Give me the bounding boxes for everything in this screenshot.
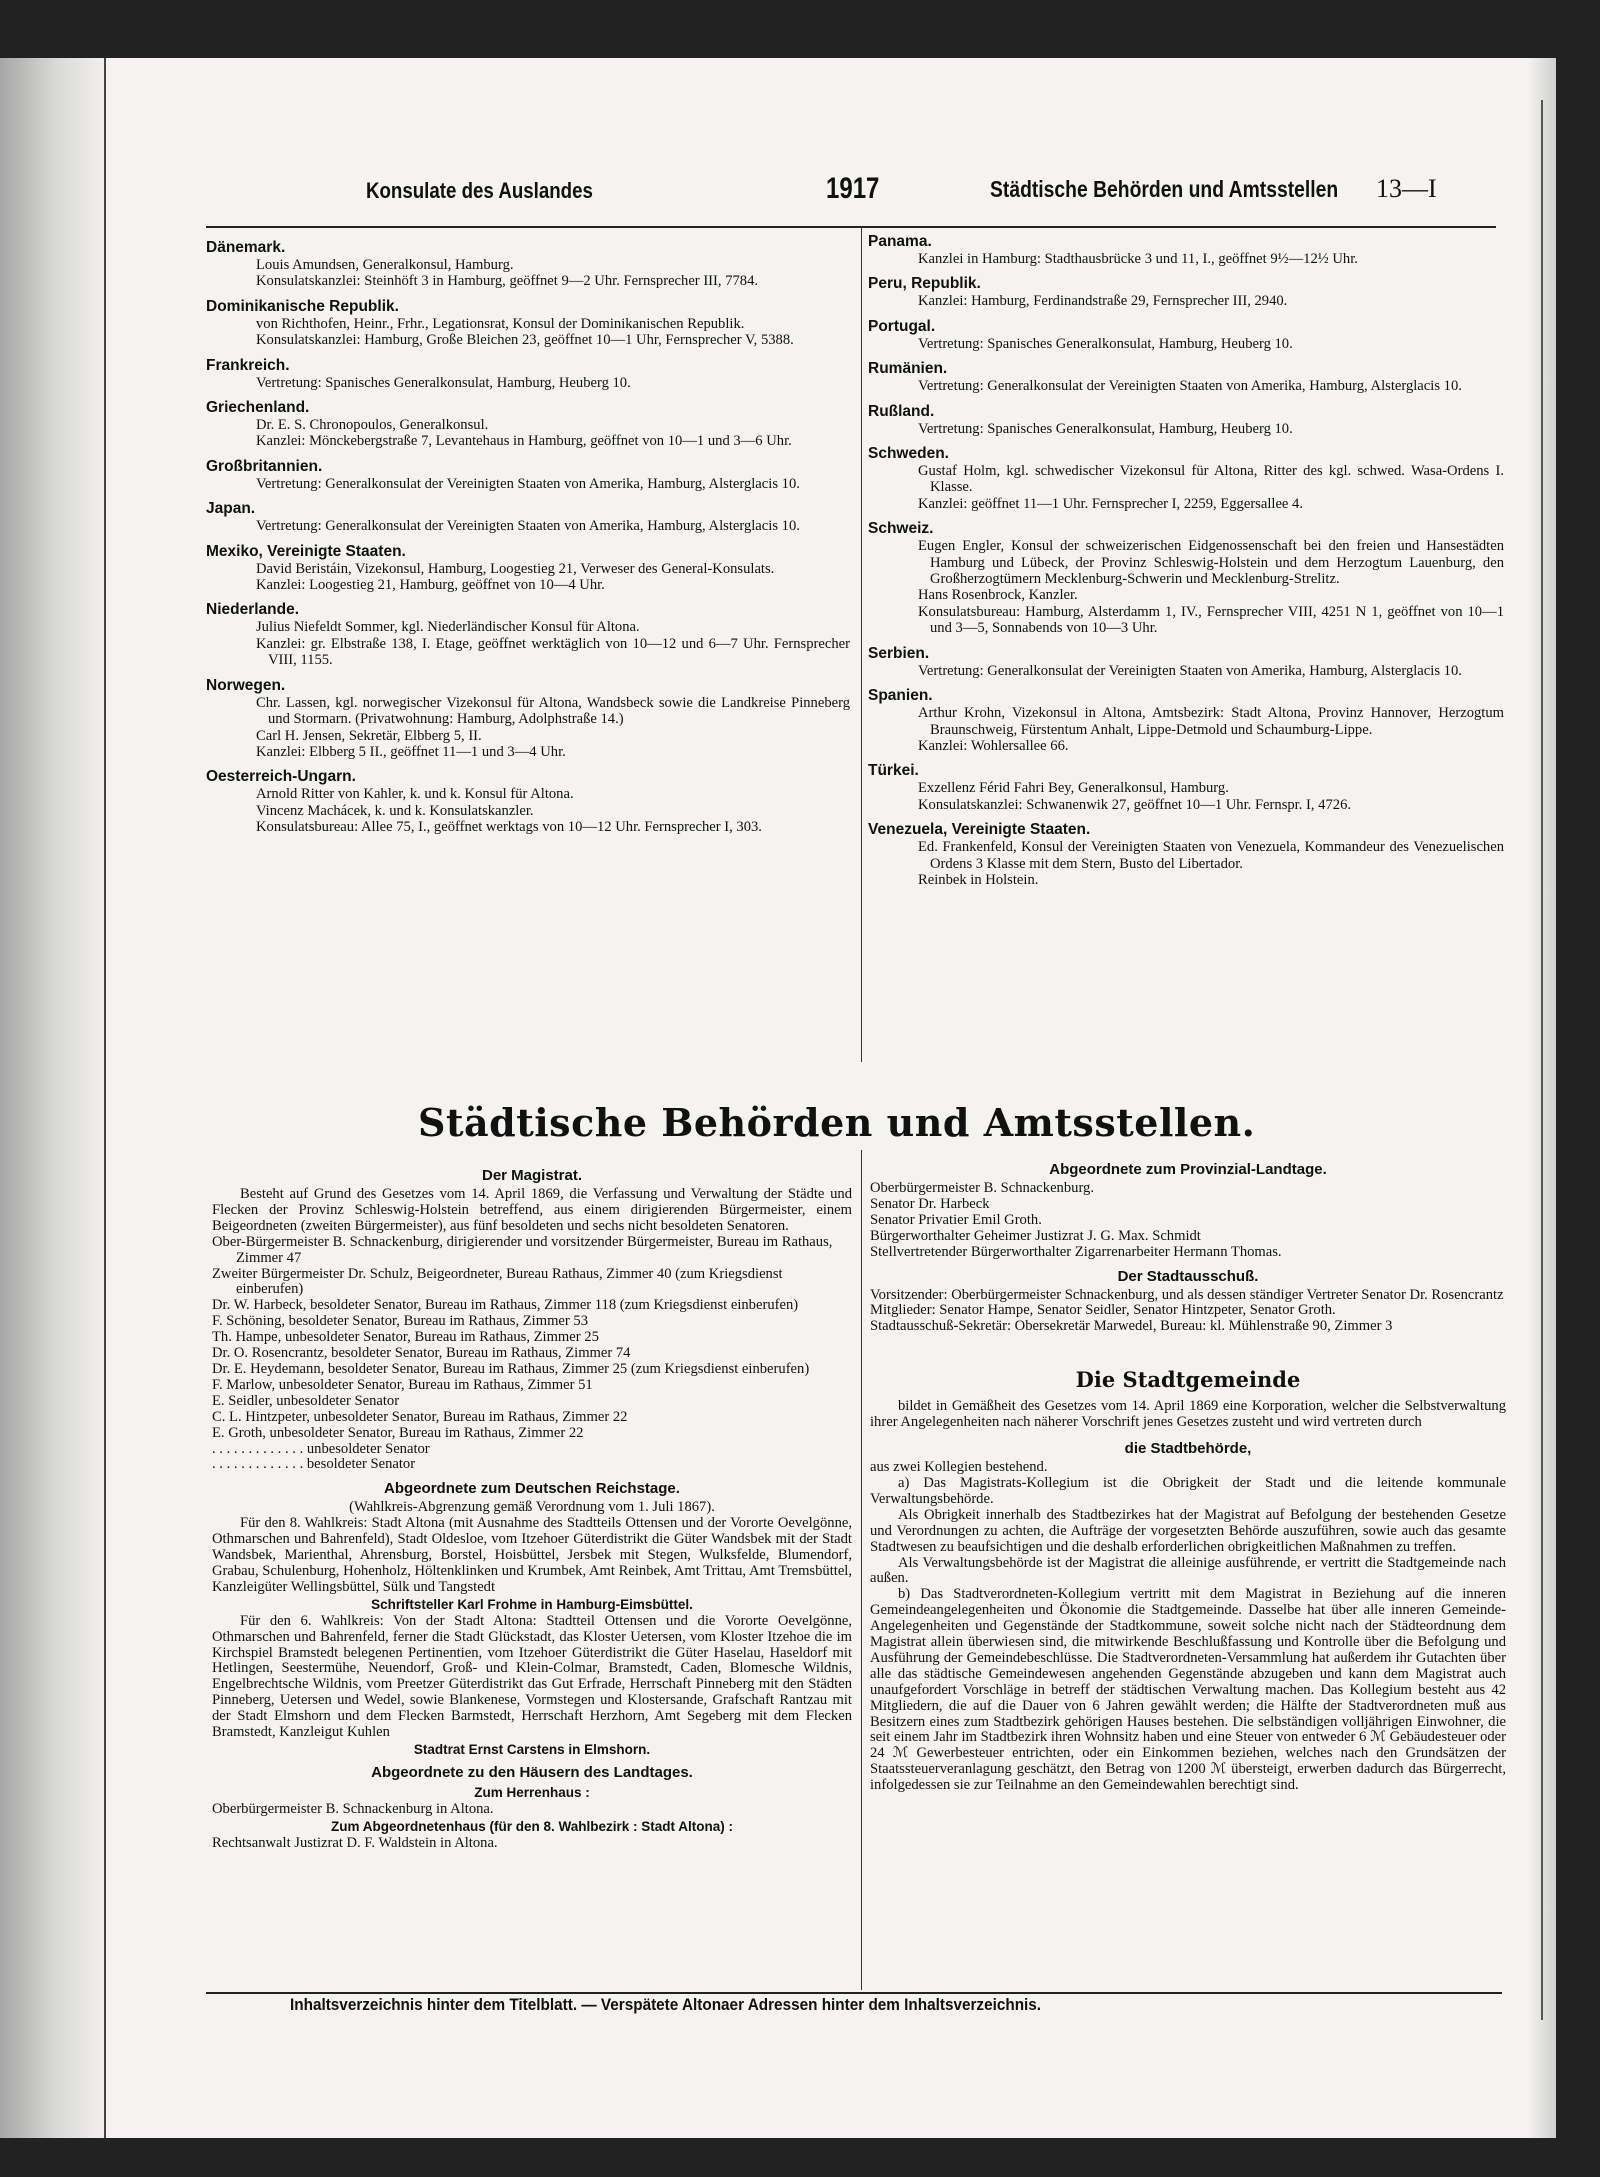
consulate-entry xyxy=(868,359,1504,394)
stadtverordneten-kollegium-text: b) Das Stadtverordneten-Kollegium vertritt mit dem Magistrat in Beziehung auf die inneren Gemeindeangelegenheiten und Ökonomie die Stadtgemeinde. Dasselbe hat über alle inneren Gemeinde-Angelegenheiten und Gegenstände der Stadtkommune, soweit solche nicht nach der Städteordnung dem Magistrat allein überwiesen sind, die mitwirkende Beschlußfassung und Kontrolle über die Befolgung und Ausführung der Gemeindebeschlüsse. Die Stadtverordneten-Versammlung hat außerdem ihr Gutachten über alle das städtische Gemeindewesen angehenden Gegenstände abzugeben und kann dem Magistrat auch unaufgefordert Vorschläge in betreff der städtischen Verwaltung machen. Das Kollegium besteht aus 42 Mitgliedern, die auf die Dauer von 6 Jahren gewählt werden; die Hälfte der Stadtverordneten muß aus Besitzern eines zum Stadtbezirk gehörigen Hauses bestehen. Die selbständigen volljährigen Einwohner, die seit einem Jahr im Stadtbezirk ihren Wohnsitz haben und eine Steuer von entweder 6 ℳ Gebäudesteuer oder 24 ℳ Gewerbesteuer entrichten, oder ein Einkommen beziehen, welches nach den Grundsätzen der Staatssteuerveranlagung geschätzt, den Betrag von 1200 ℳ übersteigt, erwerben dadurch das Bürgerrecht, infolgedessen sie zur Teilnahme an den Gemeindewahlen berechtigt sind. xyxy=(870,1586,1506,1794)
consulate-entry xyxy=(868,317,1504,352)
stadtausschuss-member: Stadtausschuß-Sekretär: Obersekretär Marwedel, Bureau: kl. Mühlenstraße 90, Zimmer 3 xyxy=(870,1318,1393,1335)
reichstag-heading: Abgeordnete zum Deutschen Reichstage. xyxy=(384,1480,680,1498)
binding-fold-line xyxy=(104,58,106,2138)
country-name: Dänemark. xyxy=(206,239,286,256)
consulate-entry xyxy=(206,457,850,492)
consulate-entry xyxy=(206,767,850,835)
wahlkreis-6-text: Für den 6. Wahlkreis: Von der Stadt Altona: Stadtteil Ottensen und die Vororte Oevelgönne, Othmarschen und Bahrenfeld, ferner die Stadt Glückstadt, das Kloster Uetersen, vom Kloster Itzehoe die im Kirchspiel Bramstedt belegenen Pertinentien, vom Itzehoer Güterdistrikt die Güter Haselau, Haseldorf mit Hetlingen, Seestermühe, Neuendorf, Groß- und Klein-Colmar, Bramstedt, Caden, Blomesche Wildnis, Engelbrechtsche Wildnis, vom Preetzer Güterdistrikt das Gut Erfrade, Herrschaft Pinneberg mit den Städten Pinneberg, Uetersen und Wedel, sowie Blankenese, Vormstegen und Klostersande, Grafschaft Rantzau mit der Stadt Elmshorn und dem Flecken Barmstedt, Herrschaft Herzhorn, Amt Segeberg mit dem Flecken Bramstedt, Kanzleigut Kuhlen xyxy=(212,1612,852,1741)
wahlkreis-6-member: Stadtrat Ernst Carstens in Elmshorn. xyxy=(413,1742,651,1757)
consulate-detail: Kanzlei in Hamburg: Stadthausbrücke 3 und 11, I., geöffnet 9½—12½ Uhr. xyxy=(918,251,1358,267)
magistrat-member: F. Marlow, unbesoldeter Senator, Bureau im Rathaus, Zimmer 51 xyxy=(212,1376,593,1393)
consulate-entry xyxy=(868,820,1504,888)
herrenhaus-label: Zum Herrenhaus : xyxy=(474,1785,590,1800)
wahlkreis-8-member: Schriftsteller Karl Frohme in Hamburg-Eimsbüttel. xyxy=(371,1596,693,1612)
country-name: Oesterreich-Ungarn. xyxy=(206,768,356,786)
consulate-detail: Reinbek in Holstein. xyxy=(918,871,1039,888)
consulate-detail: Arthur Krohn, Vizekonsul in Altona, Amtsbezirk: Stadt Altona, Provinz Hannover, Herzogtum Braunschweig, Fürstentum Anhalt, Lippe-Detmold und Schaumburg-Lippe. xyxy=(918,705,1504,738)
page-edge-line xyxy=(1541,100,1543,2020)
country-name: Dominikanische Republik. xyxy=(206,297,399,315)
consulate-entry xyxy=(868,761,1504,813)
abgeordnetenhaus-member: Rechtsanwalt Justizrat D. F. Waldstein in Altona. xyxy=(212,1834,498,1851)
consulate-detail: Kanzlei: Wohlersallee 66. xyxy=(918,737,1069,754)
consulate-entry xyxy=(868,519,1504,636)
country-name: Türkei. xyxy=(868,762,919,780)
consulate-detail: Vertretung: Spanisches Generalkonsulat, Hamburg, Heuberg 10. xyxy=(918,335,1293,352)
consulate-detail: Kanzlei: gr. Elbstraße 138, I. Etage, geöffnet werktäglich von 10—12 und 6—7 Uhr. Fernsprecher VIII, 1155. xyxy=(256,635,850,669)
consulate-detail: Eugen Engler, Konsul der schweizerischen Eidgenossenschaft bei den freien und Hansestädten Hamburg und Lübeck, der Provinz Schleswig-Holstein und dem Herzogtum Lauenburg, den Großherzogtümern Mecklenburg-Schwerin und Mecklenburg-Strelitz. xyxy=(918,538,1504,588)
country-name: Frankreich. xyxy=(206,356,290,374)
consulate-detail: Vertretung: Spanisches Generalkonsulat, Hamburg, Heuberg 10. xyxy=(256,374,631,391)
consulate-entry xyxy=(868,644,1504,679)
country-name: Venezuela, Vereinigte Staaten. xyxy=(868,821,1091,839)
reichstag-subheading: (Wahlkreis-Abgrenzung gemäß Verordnung vom 1. Juli 1867). xyxy=(349,1499,715,1516)
column-divider-bottom xyxy=(861,1150,862,1990)
consulate-detail: Konsulatskanzlei: Schwanenwik 27, geöffnet 10—1 Uhr. Fernspr. I, 4726. xyxy=(918,796,1352,813)
consulate-entry xyxy=(868,232,1504,267)
provinzial-member: Stellvertretender Bürgerworthalter Zigarrenarbeiter Hermann Thomas. xyxy=(870,1243,1282,1260)
country-name: Großbritannien. xyxy=(206,457,323,475)
provinzial-members xyxy=(870,1181,1506,1261)
country-name: Norwegen. xyxy=(206,676,286,694)
consulate-detail: Vertretung: Generalkonsulat der Vereinigten Staaten von Amerika, Hamburg, Alsterglacis 10. xyxy=(256,518,800,535)
stadtbehoerde-text: aus zwei Kollegien bestehend. xyxy=(870,1459,1048,1476)
verwaltungsbehoerde-text: Als Verwaltungsbehörde ist der Magistrat die alleinige ausführende, er vertritt die Stadtgemeinde nach außen. xyxy=(870,1554,1506,1587)
consulate-entry xyxy=(868,402,1504,437)
magistrat-member: C. L. Hintzpeter, unbesoldeter Senator, Bureau im Rathaus, Zimmer 22 xyxy=(212,1408,628,1425)
consulates-left-column xyxy=(206,238,850,843)
provinzial-member: Senator Privatier Emil Groth. xyxy=(870,1211,1042,1228)
country-name: Japan. xyxy=(206,500,256,518)
magistrat-member: Zweiter Bürgermeister Dr. Schulz, Beigeordneter, Bureau Rathaus, Zimmer 40 (zum Kriegsdienst einberufen) xyxy=(212,1265,783,1298)
stadtbehoerde-heading: die Stadtbehörde, xyxy=(1124,1440,1252,1458)
consulate-detail: Kanzlei: Hamburg, Ferdinandstraße 29, Fernsprecher III, 2940. xyxy=(918,293,1288,310)
consulate-detail: Chr. Lassen, kgl. norwegischer Vizekonsul für Altona, Wandsbeck sowie die Landkreise Pinneberg und Stormarn. (Privatwohnung: Hamburg, Adolphstraße 14.) xyxy=(256,694,850,728)
landtag-heading: Abgeordnete zu den Häusern des Landtages. xyxy=(371,1764,693,1781)
herrenhaus-member: Oberbürgermeister B. Schnackenburg in Altona. xyxy=(212,1801,494,1817)
country-name: Niederlande. xyxy=(206,601,300,619)
consulate-detail: Kanzlei: Loogestieg 21, Hamburg, geöffnet von 10—4 Uhr. xyxy=(256,577,605,594)
consulate-entry xyxy=(868,686,1504,754)
section-title: Städtische Behörden und Amtsstellen. xyxy=(418,1100,1256,1145)
header-left: Konsulate des Auslandes xyxy=(366,178,593,203)
magistrat-member: F. Schöning, besoldeter Senator, Bureau im Rathaus, Zimmer 53 xyxy=(212,1313,588,1330)
magistrat-member: . . . . . . . . . . . . . besoldeter Senator xyxy=(212,1456,416,1473)
binding-shadow xyxy=(0,58,110,2138)
consulate-detail: Hans Rosenbrock, Kanzler. xyxy=(918,587,1078,604)
provinzial-member: Bürgerworthalter Geheimer Justizrat J. G. Max. Schmidt xyxy=(870,1227,1201,1244)
magistrat-members xyxy=(212,1235,852,1474)
consulate-detail: Ed. Frankenfeld, Konsul der Vereinigten Staaten von Venezuela, Kommandeur des Venezuelischen Ordens 3 Klasse mit dem Stern, Busto del Libertador. xyxy=(918,839,1504,872)
consulate-detail: Julius Niefeldt Sommer, kgl. Niederländischer Konsul für Altona. xyxy=(256,619,640,636)
magistrat-member: Ober-Bürgermeister B. Schnackenburg, dirigierender und vorsitzender Bürgermeister, Bureau im Rathaus, Zimmer 47 xyxy=(212,1233,833,1266)
consulate-detail: Vertretung: Generalkonsulat der Vereinigten Staaten von Amerika, Hamburg, Alsterglacis 10. xyxy=(918,662,1462,679)
consulate-detail: Konsulatskanzlei: Hamburg, Große Bleichen 23, geöffnet 10—1 Uhr, Fernsprecher V, 5388. xyxy=(256,332,794,349)
country-name: Schweden. xyxy=(868,445,949,463)
consulate-detail: Vertretung: Generalkonsulat der Vereinigten Staaten von Amerika, Hamburg, Alsterglacis 10. xyxy=(256,475,800,492)
stadtgemeinde-heading: Die Stadtgemeinde xyxy=(1075,1367,1301,1393)
magistrat-member: Th. Hampe, unbesoldeter Senator, Bureau im Rathaus, Zimmer 25 xyxy=(212,1329,599,1346)
consulate-detail: Dr. E. S. Chronopoulos, Generalkonsul. xyxy=(256,417,489,434)
country-name: Mexiko, Vereinigte Staaten. xyxy=(206,542,406,560)
provinzial-heading: Abgeordnete zum Provinzial-Landtage. xyxy=(1049,1161,1327,1178)
consulate-detail: Vertretung: Generalkonsulat der Vereinigten Staaten von Amerika, Hamburg, Alsterglacis 10. xyxy=(918,378,1462,395)
page-number: 13—I xyxy=(1376,174,1437,203)
magistrat-member: E. Seidler, unbesoldeter Senator xyxy=(212,1392,400,1409)
consulate-entry xyxy=(206,676,850,761)
obrigkeit-text: Als Obrigkeit innerhalb des Stadtbezirkes hat der Magistrat auf Befolgung der bestehenden Gesetze und Verordnungen zu achten, die Aufträge der vorgesetzten Behörde auszuführen, sowie auch das gesamte Stadtwesen zu beaufsichtigen und die deshalb erforderlichen obrigkeitlichen Maßnahmen zu treffen. xyxy=(870,1506,1506,1555)
country-name: Portugal. xyxy=(868,317,936,335)
magistrat-heading: Der Magistrat. xyxy=(481,1167,583,1184)
column-divider-top xyxy=(861,226,862,1062)
consulate-detail: Konsulatsbureau: Hamburg, Alsterdamm 1, IV., Fernsprecher VIII, 4251 N 1, geöffnet von 10—1 und 3—5, Sonnabends von 10—3 Uhr. xyxy=(918,603,1504,637)
consulate-detail: Konsulatsbureau: Allee 75, I., geöffnet werktags von 10—12 Uhr. Fernsprecher I, 303. xyxy=(256,819,762,836)
consulate-entry xyxy=(868,444,1504,512)
magistrats-kollegium-text: a) Das Magistrats-Kollegium ist die Obrigkeit der Stadt und die leitende kommunale Verwaltungsbehörde. xyxy=(870,1474,1506,1507)
consulate-detail: Konsulatskanzlei: Steinhöft 3 in Hamburg, geöffnet 9—2 Uhr. Fernsprecher III, 7784. xyxy=(256,273,759,290)
footer-rule xyxy=(206,1992,1502,1994)
consulates-right-column xyxy=(868,232,1504,895)
consulate-detail: David Beristáin, Vizekonsul, Hamburg, Loogestieg 21, Verweser des General-Konsulats. xyxy=(256,560,775,577)
consulate-entry xyxy=(206,542,850,594)
consulate-detail: Louis Amundsen, Generalkonsul, Hamburg. xyxy=(256,257,514,273)
magistrat-member: . . . . . . . . . . . . . unbesoldeter Senator xyxy=(212,1440,430,1457)
authorities-left-column xyxy=(212,1164,852,1852)
country-name: Rumänien. xyxy=(868,360,948,378)
consulate-detail: Kanzlei: Mönckebergstraße 7, Levantehaus in Hamburg, geöffnet von 10—1 und 3—6 Uhr. xyxy=(256,433,792,450)
country-name: Peru, Republik. xyxy=(868,275,981,293)
magistrat-member: E. Groth, unbesoldeter Senator, Bureau im Rathaus, Zimmer 22 xyxy=(212,1424,584,1441)
consulate-detail: Carl H. Jensen, Sekretär, Elbberg 5, II. xyxy=(256,727,482,744)
consulate-entry xyxy=(206,499,850,534)
authorities-right-column xyxy=(870,1158,1506,1794)
consulate-entry xyxy=(206,600,850,668)
consulate-entry xyxy=(206,297,850,349)
country-name: Schweiz. xyxy=(868,520,934,538)
consulate-entry xyxy=(206,398,850,450)
consulate-detail: Gustaf Holm, kgl. schwedischer Vizekonsul für Altona, Ritter des kgl. schwed. Wasa-Ordens I. Klasse. xyxy=(918,463,1504,496)
header-rule xyxy=(206,226,1496,228)
abgeordnetenhaus-label: Zum Abgeordnetenhaus (für den 8. Wahlbezirk : Stadt Altona) : xyxy=(330,1818,733,1834)
running-header xyxy=(200,172,1500,218)
country-name: Spanien. xyxy=(868,687,933,705)
magistrat-member: Dr. O. Rosencrantz, besoldeter Senator, Bureau im Rathaus, Zimmer 74 xyxy=(212,1345,631,1362)
stadtausschuss-heading: Der Stadtausschuß. xyxy=(1117,1267,1259,1285)
consulate-detail: Arnold Ritter von Kahler, k. und k. Konsul für Altona. xyxy=(256,786,574,803)
consulate-detail: von Richthofen, Heinr., Frhr., Legationsrat, Konsul der Dominikanischen Republik. xyxy=(256,315,745,332)
stadtausschuss-member: Mitglieder: Senator Hampe, Senator Seidler, Senator Hintzpeter, Senator Groth. xyxy=(870,1302,1336,1319)
magistrat-member: Dr. E. Heydemann, besoldeter Senator, Bureau im Rathaus, Zimmer 25 (zum Kriegsdienst einberufen) xyxy=(212,1360,810,1377)
consulate-detail: Vincenz Machácek, k. und k. Konsulatskanzler. xyxy=(256,802,534,819)
country-name: Griechenland. xyxy=(206,399,310,417)
consulate-entry xyxy=(206,356,850,391)
stadtgemeinde-intro: bildet in Gemäßheit des Gesetzes vom 14. April 1869 eine Korporation, welcher die Selbstverwaltung ihrer Angelegenheiten nach näherer Vorschrift jenes Gesetzes zusteht und wird vertreten durch xyxy=(870,1398,1506,1431)
wahlkreis-8-text: Für den 8. Wahlkreis: Stadt Altona (mit Ausnahme des Stadtteils Ottensen und der Vororte Oevelgönne, Othmarschen und Bahrenfeld), Stadt Oldesloe, vom Itzehoer Güterdistrikt die Güter Wandsbek mit der Stadt Wandsbek, Marienthal, Ahrensburg, Borstel, Hoisbüttel, Jersbek mit Stegen, Wulksfelde, Blumendorf, Grabau, Schulenburg, Hohenholz, Höltenklinken und Krumbek, Amt Reinbek, Amt Trittau, Amt Tremsbüttel, Kanzleigüter Wellingsbüttel, Sülk und Tangstedt xyxy=(212,1515,852,1595)
stadtausschuss-members xyxy=(870,1288,1506,1336)
consulate-entry xyxy=(868,274,1504,309)
footer-notice: Inhaltsverzeichnis hinter dem Titelblatt. — Verspätete Altonaer Adressen hinter dem Inhaltsverzeichnis. xyxy=(290,1995,1042,2014)
header-right: Städtische Behörden und Amtsstellen xyxy=(990,176,1339,202)
consulate-detail: Kanzlei: geöffnet 11—1 Uhr. Fernsprecher I, 2259, Eggersallee 4. xyxy=(918,495,1303,512)
stadtausschuss-member: Vorsitzender: Oberbürgermeister Schnackenburg, und als dessen ständiger Vertreter Senator Dr. Rosencrantz xyxy=(870,1286,1504,1303)
consulate-entry xyxy=(206,238,850,290)
country-name: Serbien. xyxy=(868,644,930,662)
country-name: Panama. xyxy=(868,233,932,250)
consulate-detail: Vertretung: Spanisches Generalkonsulat, Hamburg, Heuberg 10. xyxy=(918,420,1293,437)
provinzial-member: Senator Dr. Harbeck xyxy=(870,1195,990,1212)
country-name: Rußland. xyxy=(868,402,935,420)
header-year: 1917 xyxy=(826,172,880,205)
provinzial-member: Oberbürgermeister B. Schnackenburg. xyxy=(870,1180,1094,1196)
magistrat-intro: Besteht auf Grund des Gesetzes vom 14. April 1869, die Verfassung und Verwaltung der Städte und Flecken der Provinz Schleswig-Holstein betreffend, aus einem dirigierenden Bürgermeister, einem Beigeordneten (zweiten Bürgermeister), aus fünf besoldeten und sechs nicht besoldeten Senatoren. xyxy=(212,1186,852,1234)
consulate-detail: Kanzlei: Elbberg 5 II., geöffnet 11—1 und 3—4 Uhr. xyxy=(256,743,566,760)
magistrat-member: Dr. W. Harbeck, besoldeter Senator, Bureau im Rathaus, Zimmer 118 (zum Kriegsdienst einberufen) xyxy=(212,1297,799,1314)
consulate-detail: Exzellenz Férid Fahri Bey, Generalkonsul, Hamburg. xyxy=(918,780,1229,797)
